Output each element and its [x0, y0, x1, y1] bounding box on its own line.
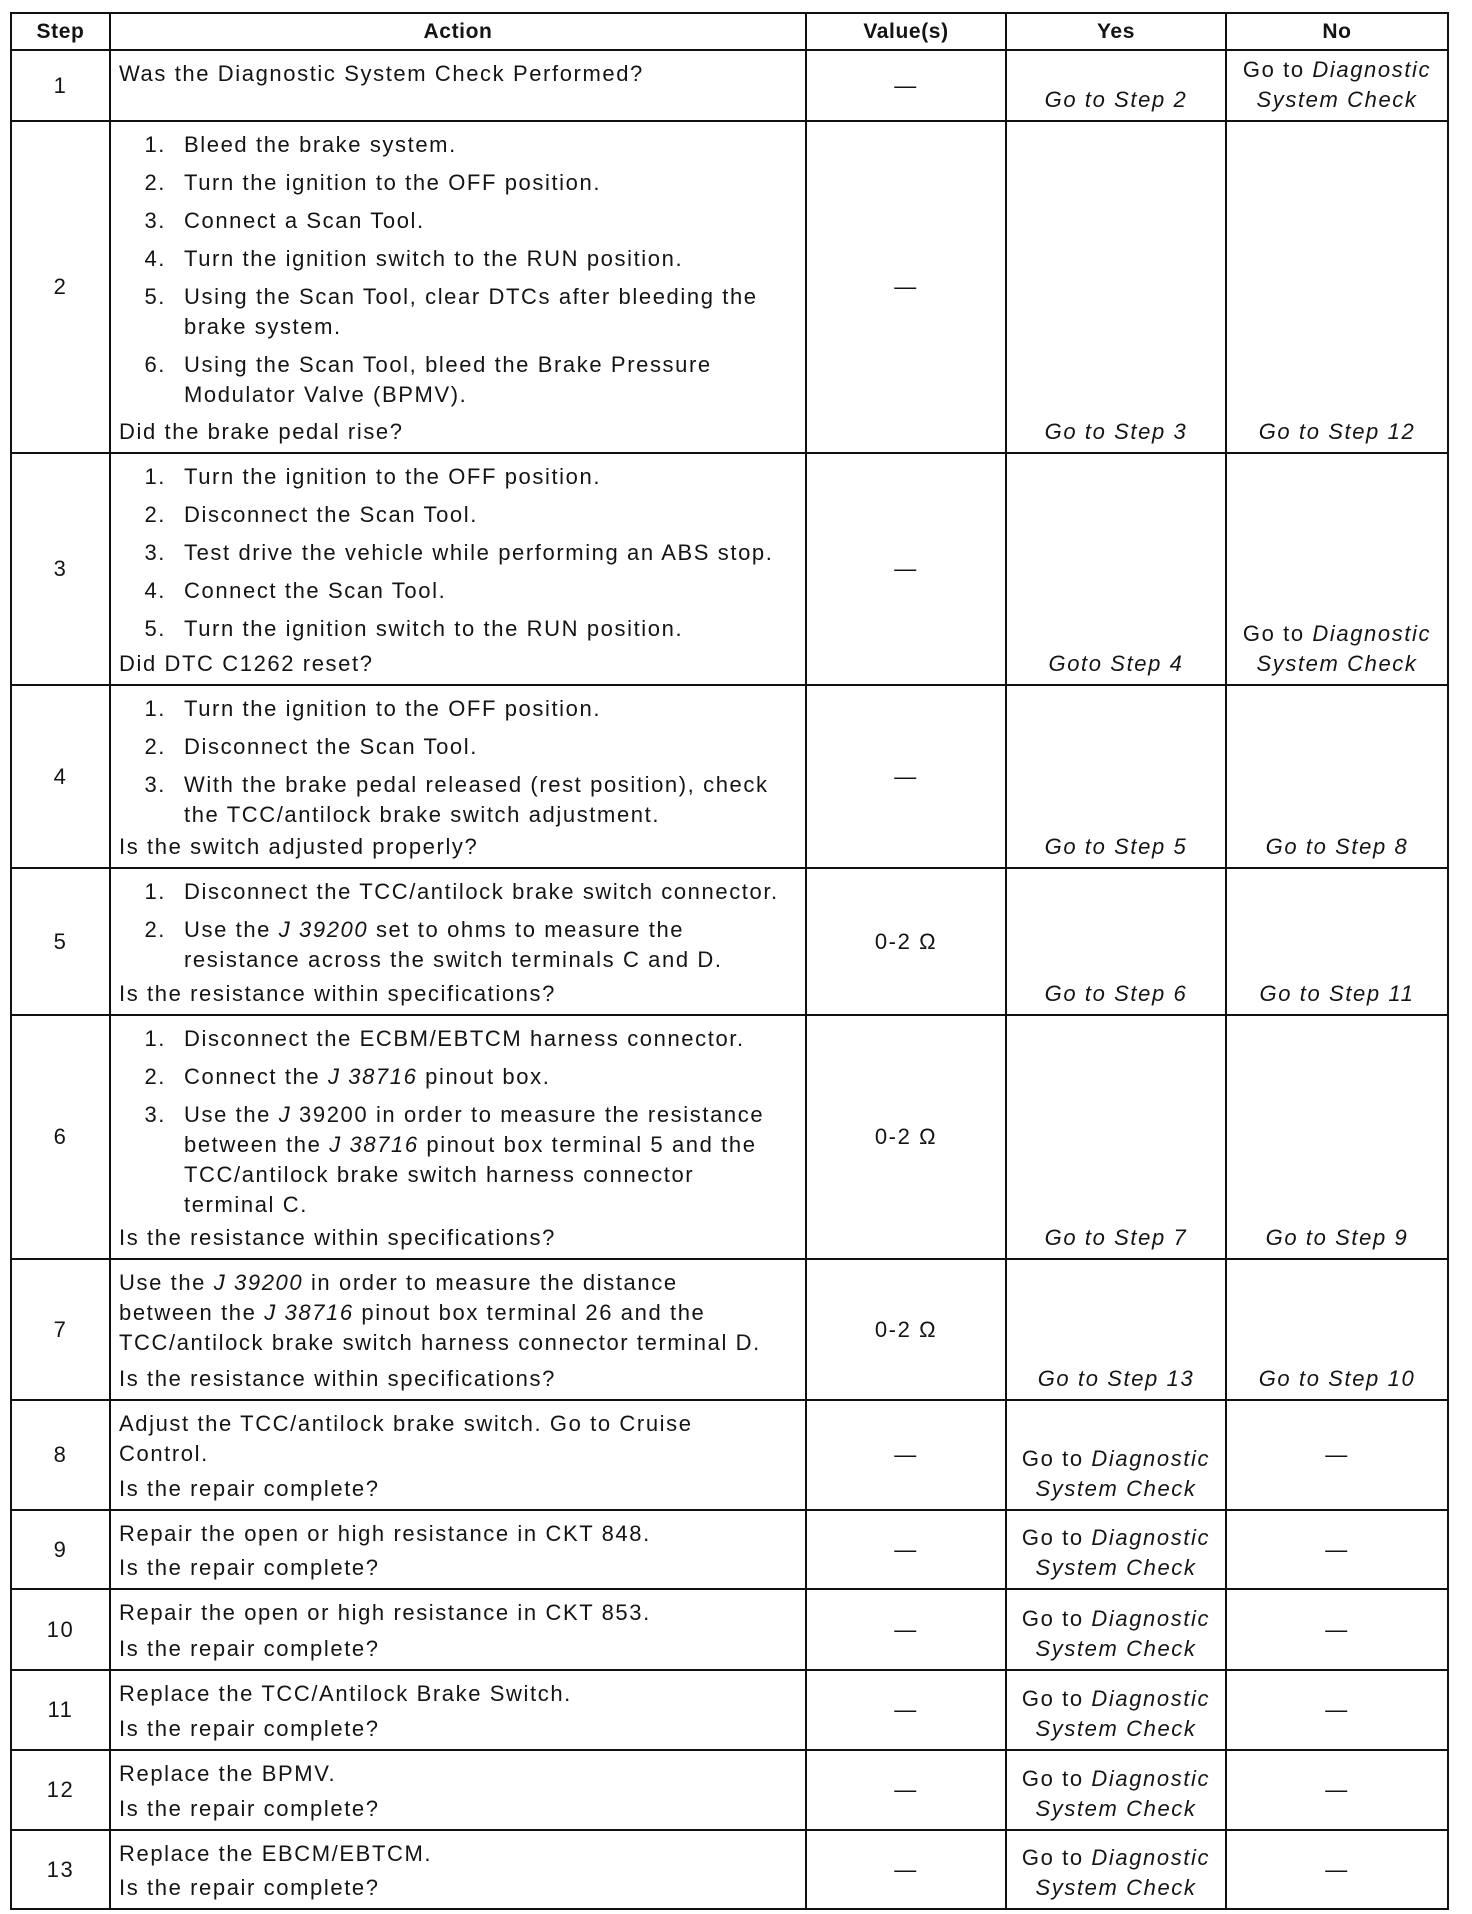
item-text [184, 206, 787, 236]
item-text [184, 1062, 787, 1092]
text-run: in order to measure the distance between the [119, 1270, 678, 1325]
table-row [12, 1671, 1447, 1751]
text-run: Turn the ignition to the OFF position. [184, 170, 602, 195]
value-cell: — [807, 686, 1007, 867]
italic-text-run: Go to Step 9 [1265, 1225, 1409, 1250]
item-number: 2. [144, 917, 166, 942]
italic-text-run: Diagnostic System Check [1035, 1446, 1211, 1501]
action-body [119, 462, 799, 644]
item-number: 5. [144, 284, 166, 309]
yes-result-cell [1007, 1671, 1227, 1749]
yes-result-cell [1007, 1260, 1227, 1399]
no-result-text [1325, 1535, 1349, 1565]
no-result-cell [1227, 51, 1447, 120]
item-number: 6. [144, 352, 166, 377]
no-result-text [1325, 1615, 1349, 1645]
italic-text-run: J 39200 [278, 917, 369, 942]
action-text [119, 1519, 769, 1549]
no-result-text [1259, 417, 1416, 447]
table-row [12, 51, 1447, 122]
action-step-list [119, 694, 799, 830]
item-number: 4. [144, 246, 166, 271]
action-step-item [119, 732, 799, 762]
action-step-item [119, 770, 799, 830]
action-question: Is the resistance within specifications? [119, 1366, 556, 1391]
step-number: 7 [12, 1260, 111, 1399]
item-text [184, 500, 787, 530]
item-number: 3. [144, 540, 166, 565]
text-run: 39200 in order to measure the resistance between the [184, 1102, 765, 1157]
action-body [119, 877, 799, 975]
yes-result-text [1038, 1364, 1195, 1394]
item-number: 3. [144, 772, 166, 797]
value-cell: — [807, 1671, 1007, 1749]
text-run: pinout box terminal 5 and the TCC/antilock brake switch harness connector terminal C. [184, 1132, 757, 1217]
item-text [184, 915, 787, 975]
yes-result-cell [1007, 1511, 1227, 1588]
text-run: Test drive the vehicle while performing an ABS stop. [184, 540, 774, 565]
no-result-text [1266, 1223, 1409, 1253]
table-row [12, 454, 1447, 686]
italic-text-run: Go to Step 11 [1259, 981, 1415, 1006]
no-result-cell [1227, 1831, 1447, 1908]
no-result-text [1231, 55, 1443, 115]
text-run: Go to [1021, 1845, 1092, 1870]
yes-result-cell [1007, 1016, 1227, 1258]
item-number: 3. [144, 1102, 166, 1127]
step-number: 3 [12, 454, 111, 684]
action-cell [111, 1590, 807, 1669]
table-row [12, 1401, 1447, 1511]
action-step-item [119, 915, 799, 975]
header-values: Value(s) [807, 14, 1007, 49]
action-question: Is the repair complete? [119, 1716, 380, 1741]
value-cell: — [807, 1751, 1007, 1829]
yes-result-cell [1007, 1751, 1227, 1829]
action-step-item [119, 130, 799, 160]
value-cell: — [807, 122, 1007, 452]
item-number: 5. [144, 616, 166, 641]
item-number: 2. [144, 170, 166, 195]
action-body [119, 1759, 799, 1789]
text-run: — [1325, 1616, 1349, 1642]
action-cell [111, 1671, 807, 1749]
yes-result-text [1045, 417, 1188, 447]
table-row [12, 1260, 1447, 1401]
item-number: 1. [144, 1026, 166, 1051]
action-cell [111, 686, 807, 867]
header-action: Action [111, 14, 807, 49]
item-number: 1. [144, 696, 166, 721]
italic-text-run: Diagnostic System Check [1035, 1606, 1211, 1661]
header-step: Step [12, 14, 111, 49]
action-text [119, 1598, 769, 1628]
no-result-text [1260, 979, 1415, 1009]
action-cell [111, 454, 807, 684]
action-step-item [119, 576, 799, 606]
text-run: Turn the ignition to the OFF position. [184, 464, 602, 489]
text-run: Go to [1021, 1446, 1092, 1471]
action-cell [111, 1511, 807, 1588]
action-question: Is the resistance within specifications? [119, 1225, 556, 1250]
text-run: Disconnect the Scan Tool. [184, 502, 478, 527]
yes-result-text [1045, 979, 1188, 1009]
action-cell [111, 1016, 807, 1258]
table-row [12, 1511, 1447, 1590]
step-number: 5 [12, 869, 111, 1014]
action-step-item [119, 206, 799, 236]
italic-text-run: J 38716 [264, 1300, 354, 1325]
no-result-cell [1227, 1751, 1447, 1829]
yes-result-cell [1007, 51, 1227, 120]
step-number: 12 [12, 1751, 111, 1829]
italic-text-run: Diagnostic System Check [1256, 621, 1432, 676]
action-cell [111, 1831, 807, 1908]
no-result-text [1266, 832, 1409, 862]
italic-text-run: Go to Step 6 [1044, 981, 1188, 1006]
text-run: Use the [184, 1102, 279, 1127]
item-text [184, 538, 787, 568]
no-result-text [1231, 619, 1443, 679]
yes-result-text [1045, 85, 1188, 115]
value-cell: — [807, 454, 1007, 684]
step-number: 9 [12, 1511, 111, 1588]
item-number: 1. [144, 132, 166, 157]
item-text [184, 130, 787, 160]
italic-text-run: Diagnostic System Check [1035, 1766, 1211, 1821]
italic-text-run: Go to Step 2 [1044, 87, 1188, 112]
text-run: Disconnect the ECBM/EBTCM harness connector. [184, 1026, 745, 1051]
action-step-item [119, 614, 799, 644]
header-row [12, 14, 1447, 51]
yes-result-cell [1007, 1831, 1227, 1908]
step-number: 11 [12, 1671, 111, 1749]
yes-result-cell [1007, 686, 1227, 867]
step-number: 2 [12, 122, 111, 452]
action-text [119, 1679, 769, 1709]
no-result-cell [1227, 1016, 1447, 1258]
text-run: Replace the EBCM/EBTCM. [119, 1841, 433, 1866]
text-run: — [1325, 1697, 1349, 1722]
italic-text-run: Go to Step 8 [1265, 834, 1409, 859]
table-body [12, 51, 1447, 1910]
action-body [119, 1268, 799, 1358]
table-row [12, 1751, 1447, 1831]
no-result-cell [1227, 1671, 1447, 1749]
action-step-list [119, 130, 799, 410]
text-run: Go to [1021, 1525, 1092, 1550]
action-cell [111, 1260, 807, 1399]
text-run: Replace the TCC/Antilock Brake Switch. [119, 1681, 572, 1706]
text-run: Go to [1242, 57, 1313, 82]
text-run: Use the [184, 917, 279, 942]
item-number: 2. [144, 1064, 166, 1089]
action-cell [111, 869, 807, 1014]
action-question: Did the brake pedal rise? [119, 419, 404, 444]
yes-result-text [1045, 832, 1188, 862]
action-step-item [119, 877, 799, 907]
yes-result-cell [1007, 122, 1227, 452]
table-row [12, 1590, 1447, 1671]
item-number: 1. [144, 879, 166, 904]
action-question: Did DTC C1262 reset? [119, 651, 374, 676]
action-question: Was the Diagnostic System Check Performed? [119, 61, 644, 86]
text-run: Turn the ignition switch to the RUN position. [184, 616, 684, 641]
no-result-cell [1227, 869, 1447, 1014]
yes-result-text [1048, 649, 1183, 679]
italic-text-run: Go to Step 10 [1258, 1366, 1416, 1391]
action-question: Is the repair complete? [119, 1636, 380, 1661]
action-question: Is the switch adjusted properly? [119, 834, 479, 859]
table-row [12, 1831, 1447, 1910]
italic-text-run: J 38716 [329, 1132, 419, 1157]
yes-result-text [1045, 1223, 1188, 1253]
text-run: Repair the open or high resistance in CKT 848. [119, 1521, 651, 1546]
text-run: Repair the open or high resistance in CKT 853. [119, 1600, 651, 1625]
yes-result-text [1011, 1523, 1221, 1583]
text-run: Turn the ignition to the OFF position. [184, 696, 602, 721]
table-row [12, 686, 1447, 869]
text-run: — [1325, 1777, 1349, 1802]
value-cell: 0-2 Ω [807, 869, 1007, 1014]
item-text [184, 462, 787, 492]
step-number: 8 [12, 1401, 111, 1509]
text-run: Go to [1021, 1606, 1092, 1631]
italic-text-run: Diagnostic System Check [1035, 1686, 1211, 1741]
action-cell [111, 1401, 807, 1509]
value-cell: — [807, 1590, 1007, 1669]
header-no: No [1322, 19, 1352, 43]
item-number: 1. [144, 464, 166, 489]
action-step-item [119, 500, 799, 530]
table-row [12, 122, 1447, 454]
italic-text-run: Diagnostic System Check [1035, 1845, 1211, 1900]
text-run: Replace the BPMV. [119, 1761, 337, 1786]
action-step-item [119, 244, 799, 274]
action-step-item [119, 1024, 799, 1054]
value-cell: 0-2 Ω [807, 1260, 1007, 1399]
no-result-text [1325, 1775, 1349, 1805]
action-step-item [119, 538, 799, 568]
italic-text-run: J 39200 [213, 1270, 304, 1295]
text-run: Connect a Scan Tool. [184, 208, 425, 233]
no-result-text [1325, 1855, 1349, 1885]
italic-text-run: Go to Step 3 [1044, 419, 1188, 444]
no-result-cell [1227, 122, 1447, 452]
action-step-item [119, 1100, 799, 1220]
no-result-text [1259, 1364, 1416, 1394]
item-text [184, 732, 787, 762]
item-text [184, 168, 787, 198]
text-run: Bleed the brake system. [184, 132, 457, 157]
action-step-list [119, 462, 799, 644]
action-step-list [119, 1024, 799, 1220]
item-number: 3. [144, 208, 166, 233]
action-body [119, 1679, 799, 1709]
action-text [119, 1268, 769, 1358]
italic-text-run: Go to Step 7 [1044, 1225, 1188, 1250]
action-step-item [119, 282, 799, 342]
action-question: Is the resistance within specifications? [119, 981, 556, 1006]
item-text [184, 244, 787, 274]
action-cell [111, 122, 807, 452]
yes-result-text [1011, 1684, 1221, 1744]
item-text [184, 1100, 787, 1220]
italic-text-run: Goto Step 4 [1048, 651, 1184, 676]
action-cell [111, 1751, 807, 1829]
diagnostic-table [10, 12, 1449, 1910]
action-cell [111, 51, 807, 120]
no-result-text [1325, 1695, 1349, 1725]
table-row [12, 869, 1447, 1016]
text-run: Turn the ignition switch to the RUN position. [184, 246, 684, 271]
action-body [119, 1024, 799, 1220]
yes-result-cell [1007, 1590, 1227, 1669]
action-body [119, 1598, 799, 1628]
text-run: Connect the Scan Tool. [184, 578, 447, 603]
text-run: Connect the [184, 1064, 328, 1089]
item-text [184, 694, 787, 724]
yes-result-text [1011, 1444, 1221, 1504]
action-body [119, 130, 799, 410]
text-run: — [1325, 1536, 1349, 1562]
action-question: Is the repair complete? [119, 1476, 380, 1501]
italic-text-run: J 38716 [327, 1064, 418, 1089]
action-step-item [119, 694, 799, 724]
text-run: Disconnect the TCC/antilock brake switch connector. [184, 879, 779, 904]
item-text [184, 576, 787, 606]
step-number: 4 [12, 686, 111, 867]
italic-text-run: J [278, 1102, 292, 1127]
yes-result-text [1011, 1764, 1221, 1824]
action-body [119, 1839, 799, 1869]
no-result-text [1325, 1440, 1349, 1470]
yes-result-text [1011, 1843, 1221, 1903]
step-number: 10 [12, 1590, 111, 1669]
item-text [184, 877, 787, 907]
no-result-cell [1227, 1511, 1447, 1588]
text-run: pinout box terminal 26 and the TCC/antilock brake switch harness connector terminal D. [119, 1300, 761, 1355]
action-text [119, 1409, 769, 1469]
step-number: 13 [12, 1831, 111, 1908]
no-result-cell [1227, 1401, 1447, 1509]
value-cell: — [807, 1511, 1007, 1588]
text-run: With the brake pedal released (rest position), check the TCC/antilock brake switch adjustment. [184, 772, 769, 827]
step-number: 6 [12, 1016, 111, 1258]
text-run: set to ohms to measure the resistance across the switch terminals C and D. [184, 917, 723, 972]
no-result-cell [1227, 1260, 1447, 1399]
action-step-list [119, 877, 799, 975]
yes-result-text [1011, 1604, 1221, 1664]
italic-text-run: Go to Step 5 [1044, 834, 1188, 859]
text-run: — [1325, 1856, 1349, 1882]
text-run: Go to [1021, 1766, 1092, 1791]
yes-result-cell [1007, 1401, 1227, 1509]
item-text [184, 770, 787, 830]
header-yes: Yes [1007, 14, 1227, 49]
text-run: pinout box. [417, 1064, 551, 1089]
action-question: Is the repair complete? [119, 1555, 380, 1580]
text-run: Go to [1021, 1686, 1092, 1711]
item-text [184, 1024, 787, 1054]
italic-text-run: Diagnostic System Check [1035, 1525, 1211, 1580]
item-text [184, 282, 787, 342]
item-number: 4. [144, 578, 166, 603]
action-text [119, 1839, 769, 1869]
italic-text-run: Diagnostic System Check [1256, 57, 1432, 112]
text-run: Go to [1242, 621, 1313, 646]
italic-text-run: Go to Step 13 [1037, 1366, 1195, 1391]
action-body [119, 1409, 799, 1469]
yes-result-cell [1007, 454, 1227, 684]
text-run: Using the Scan Tool, clear DTCs after bleeding the brake system. [184, 284, 758, 339]
action-step-item [119, 1062, 799, 1092]
text-run: Use the [119, 1270, 214, 1295]
text-run: — [1325, 1442, 1349, 1467]
yes-result-cell [1007, 869, 1227, 1014]
no-result-cell [1227, 686, 1447, 867]
action-body [119, 694, 799, 830]
item-text [184, 350, 787, 410]
value-cell: 0-2 Ω [807, 1016, 1007, 1258]
action-text [119, 1759, 769, 1789]
text-run: Using the Scan Tool, bleed the Brake Pressure Modulator Valve (BPMV). [184, 352, 712, 407]
no-result-cell [1227, 454, 1447, 684]
table-row [12, 1016, 1447, 1260]
value-cell: — [807, 1401, 1007, 1509]
italic-text-run: Go to Step 12 [1258, 419, 1416, 444]
item-text [184, 614, 787, 644]
action-step-item [119, 350, 799, 410]
action-step-item [119, 462, 799, 492]
action-question: Is the repair complete? [119, 1796, 380, 1821]
action-body [119, 1519, 799, 1549]
item-number: 2. [144, 734, 166, 759]
value-cell: — [807, 1831, 1007, 1908]
no-result-cell [1227, 1590, 1447, 1669]
action-step-item [119, 168, 799, 198]
value-cell: — [807, 51, 1007, 120]
step-number: 1 [12, 51, 111, 120]
text-run: Disconnect the Scan Tool. [184, 734, 478, 759]
text-run: Adjust the TCC/antilock brake switch. Go to Cruise Control. [119, 1411, 693, 1466]
item-number: 2. [144, 502, 166, 527]
action-question: Is the repair complete? [119, 1875, 380, 1900]
